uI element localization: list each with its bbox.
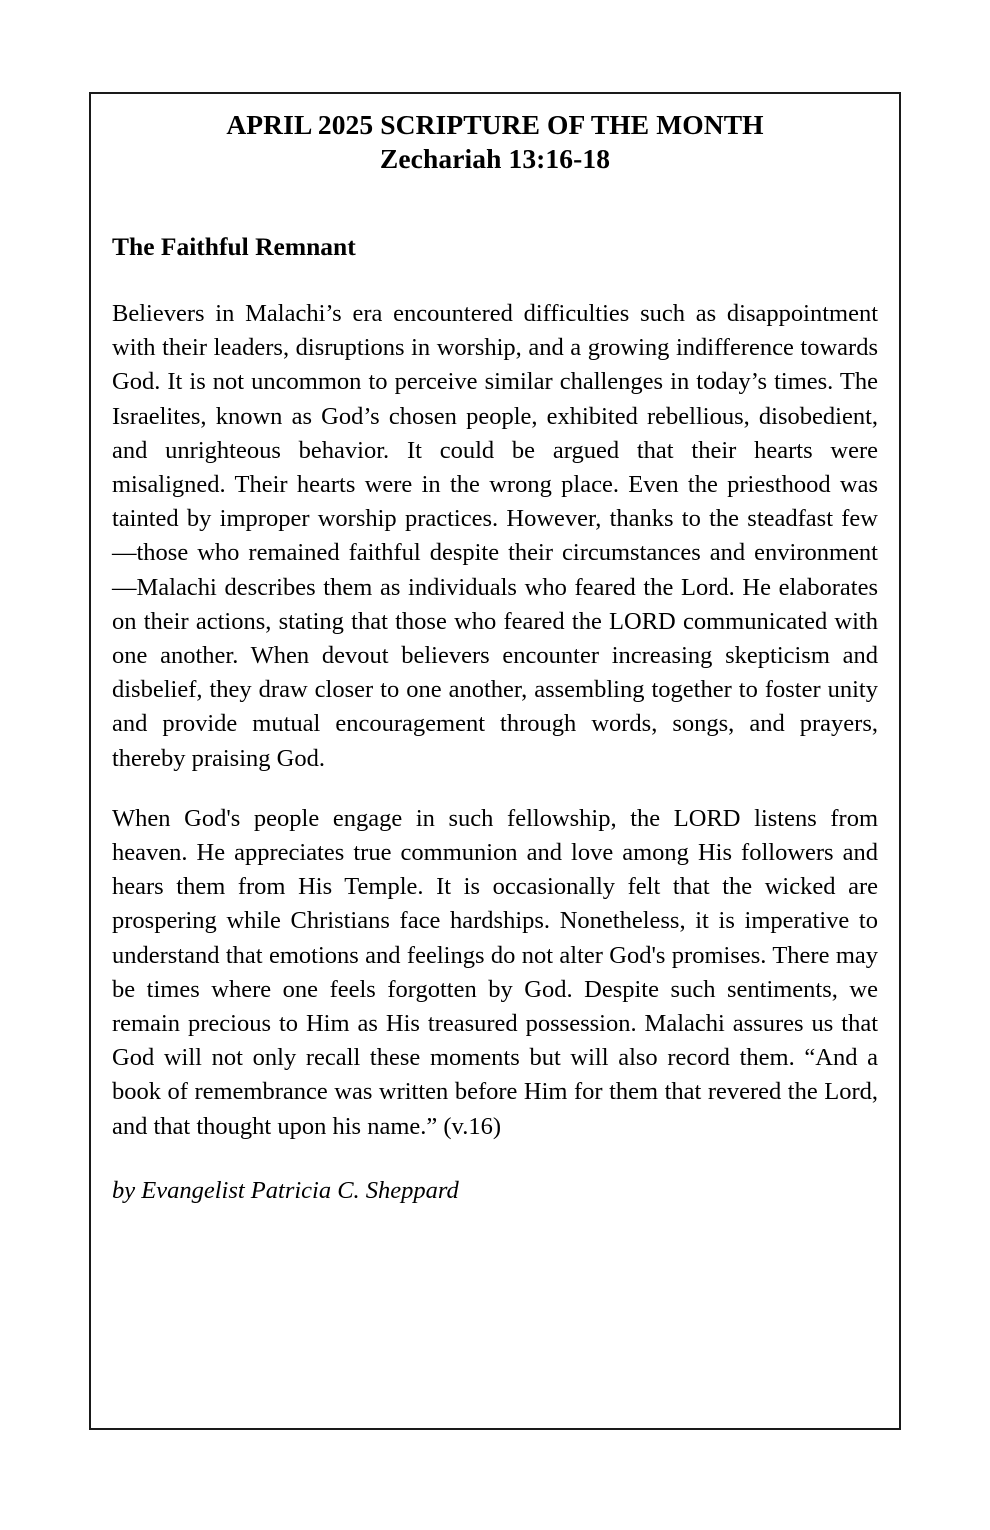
body-paragraph-2: When God's people engage in such fellowship, the LORD listens from heaven. He appreciates true communion and love among His followers and hears them from His Temple. It is occasionally felt that the wicked are prospering while Christians face hardships. Nonetheless, it is imperative to understand that emotions and feelings do not alter God's promises. There may be times where one feels forgotten by God. Despite such sentiments, we remain precious to Him as His treasured possession. Malachi assures us that God will not only recall these moments but will also record them. “And a book of remembrance was written before Him for them that revered the Lord, and that thought upon his name.” (v.16): [112, 804, 878, 1140]
document-title: [112, 108, 878, 176]
body-paragraph-1: Believers in Malachi’s era encountered difficulties such as disappointment with their leaders, disruptions in worship, and a growing indifference towards God. It is not uncommon to perceive similar challenges in today’s times. The Israelites, known as God’s chosen people, exhibited rebellious, disobedient, and unrighteous behavior. It could be argued that their hearts were misaligned. Their hearts were in the wrong place. Even the priesthood was tainted by improper worship practices. However, thanks to the steadfast few—those who remained faithful despite their circumstances and environment—Malachi describes them as individuals who feared the Lord. He elaborates on their actions, stating that those who feared the LORD communicated with one another. When devout believers encounter increasing skepticism and disbelief, they draw closer to one another, assembling together to foster unity and provide mutual encouragement through words, songs, and prayers, thereby praising God.: [112, 300, 878, 772]
document-content: [91, 94, 899, 1428]
author-attribution: by Evangelist Patricia C. Sheppard: [112, 1176, 459, 1204]
title-line-scripture-reference: Zechariah 13:16-18: [379, 143, 611, 174]
section-heading: The Faithful Remnant: [112, 232, 356, 261]
title-line-month: APRIL 2025 SCRIPTURE OF THE MONTH: [226, 109, 764, 140]
document-border-frame: [89, 92, 901, 1430]
